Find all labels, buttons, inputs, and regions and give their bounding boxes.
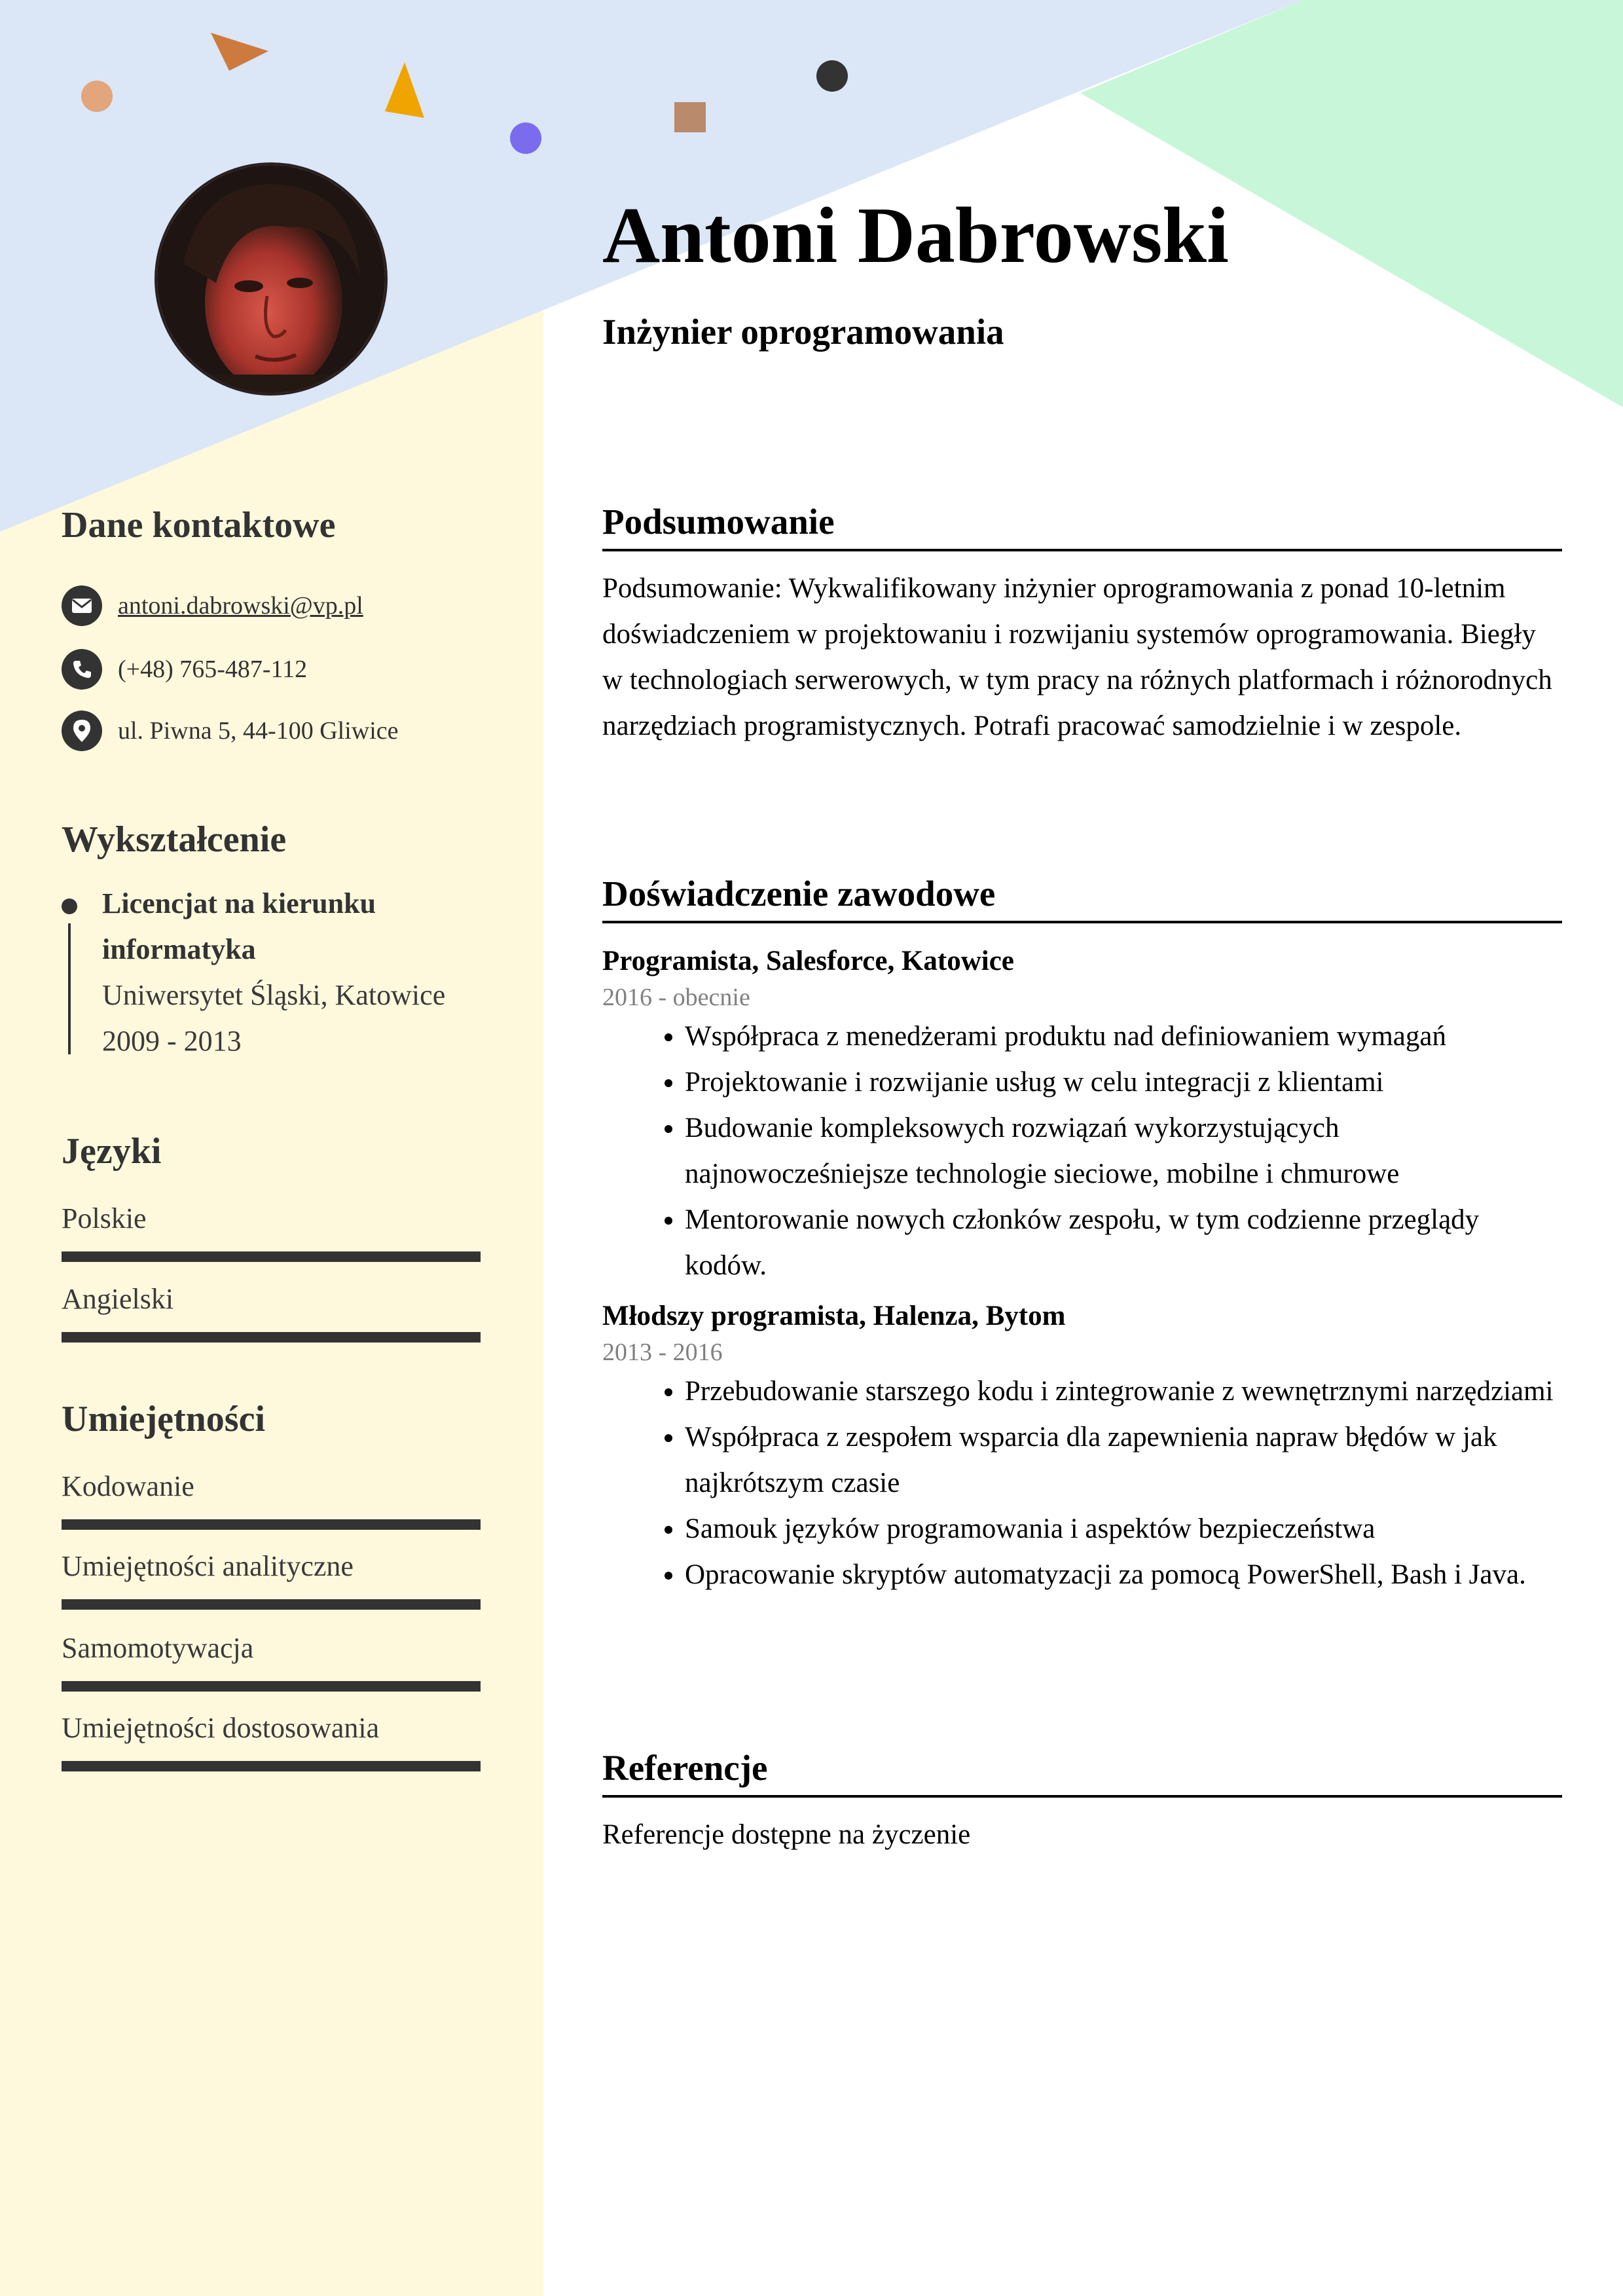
- language-level-bar: [62, 1332, 481, 1342]
- skill-item: [62, 1547, 487, 1619]
- skill-item: [62, 1467, 487, 1539]
- skill-item: [62, 1629, 487, 1701]
- skills-section: [62, 1396, 487, 1442]
- language-level-bar: [62, 1251, 481, 1262]
- summary-section: [602, 499, 1562, 749]
- skill-item: [62, 1709, 487, 1781]
- skill-level-bar: [62, 1681, 481, 1692]
- job-entry-dates: 2016 - obecnie: [602, 984, 750, 1011]
- job-title: Inżynier oprogramowania: [602, 312, 1004, 352]
- languages-heading: Języki: [62, 1131, 162, 1172]
- education-heading: Wykształcenie: [62, 819, 287, 860]
- languages-section: [62, 1128, 487, 1174]
- list-item: • Projektowanie i rozwijanie usług w celu integracji z klientami: [685, 1060, 1562, 1105]
- list-item: • Współpraca z zespołem wsparcia dla zapewnienia napraw błędów w jak najkrótszym czasie: [685, 1415, 1562, 1506]
- job-entry: [602, 942, 1562, 1289]
- skill-label: Umiejętności dostosowania: [62, 1712, 380, 1744]
- contact-heading: Dane kontaktowe: [62, 505, 336, 546]
- language-label: Angielski: [62, 1283, 174, 1315]
- list-item: • Samouk języków programowania i aspektów bezpieczeństwa: [685, 1506, 1562, 1552]
- duties-list: [602, 1014, 1562, 1289]
- list-item: • Przebudowanie starszego kodu i zintegrowanie z wewnętrznymi narzędziami: [685, 1369, 1562, 1415]
- summary-text: Podsumowanie: Wykwalifikowany inżynier oprogramowania z ponad 10-letnim doświadczeniem w projektowaniu i rozwijaniu systemów oprogramowania. Biegły w technologiach serwerowych, w tym pracy na różnych platformach i różnorodnych narzędziach programistycznych. Potrafi pracować samodzielnie i w zespole.: [602, 573, 1552, 741]
- list-item: • Współpraca z menedżerami produktu nad definiowaniem wymagań: [685, 1014, 1562, 1060]
- section-divider: [602, 1795, 1562, 1798]
- language-label: Polskie: [62, 1202, 147, 1234]
- skill-label: Kodowanie: [62, 1470, 194, 1502]
- timeline-dot: [62, 898, 77, 914]
- skill-level-bar: [62, 1519, 481, 1530]
- degree-line-1: Licencjat na kierunku: [102, 887, 376, 919]
- experience-heading: Doświadczenie zawodowe: [602, 874, 996, 914]
- section-divider: [602, 921, 1562, 923]
- phone-number: (+48) 765-487-112: [118, 656, 308, 683]
- timeline-line: [68, 923, 71, 1054]
- confetti-circle-purple: [510, 122, 541, 154]
- education-years: 2009 - 2013: [102, 1025, 242, 1057]
- skills-heading: Umiejętności: [62, 1399, 266, 1439]
- references-heading: Referencje: [602, 1748, 768, 1788]
- skill-label: Umiejętności analityczne: [62, 1550, 354, 1582]
- list-item: • Mentorowanie nowych członków zespołu, w tym codzienne przeglądy kodów.: [685, 1197, 1562, 1289]
- references-section: [602, 1745, 1562, 1858]
- list-item: • Budowanie kompleksowych rozwiązań wykorzystujących najnowocześniejsze technologie sieciowe, mobilne i chmurowe: [685, 1105, 1562, 1197]
- job-entry: [602, 1297, 1562, 1598]
- language-item: [62, 1199, 487, 1271]
- experience-section: [602, 871, 1562, 1598]
- job-entry-dates: 2013 - 2016: [602, 1339, 723, 1366]
- email-link[interactable]: antoni.dabrowski@vp.pl: [118, 592, 363, 620]
- skill-label: Samomotywacja: [62, 1632, 254, 1664]
- list-item: • Opracowanie skryptów automatyzacji za pomocą PowerShell, Bash i Java.: [685, 1552, 1562, 1598]
- duties-list: [602, 1369, 1562, 1598]
- summary-heading: Podsumowanie: [602, 502, 835, 542]
- skill-level-bar: [62, 1599, 481, 1610]
- education-entry: [102, 881, 495, 1064]
- job-entry-title: Młodszy programista, Halenza, Bytom: [602, 1301, 1066, 1331]
- language-item: [62, 1280, 487, 1352]
- degree-line-2: informatyka: [102, 933, 256, 965]
- section-divider: [602, 549, 1562, 551]
- confetti-square-brown: [674, 102, 706, 132]
- skill-level-bar: [62, 1761, 481, 1771]
- address-text: ul. Piwna 5, 44-100 Gliwice: [118, 717, 399, 745]
- references-text: Referencje dostępne na życzenie: [602, 1819, 971, 1850]
- job-entry-title: Programista, Salesforce, Katowice: [602, 946, 1014, 976]
- confetti-circle-dark: [816, 60, 848, 92]
- candidate-name: Antoni Dabrowski: [602, 191, 1230, 280]
- school-name: Uniwersytet Śląski, Katowice: [102, 979, 446, 1011]
- education-timeline: [62, 0, 487, 1113]
